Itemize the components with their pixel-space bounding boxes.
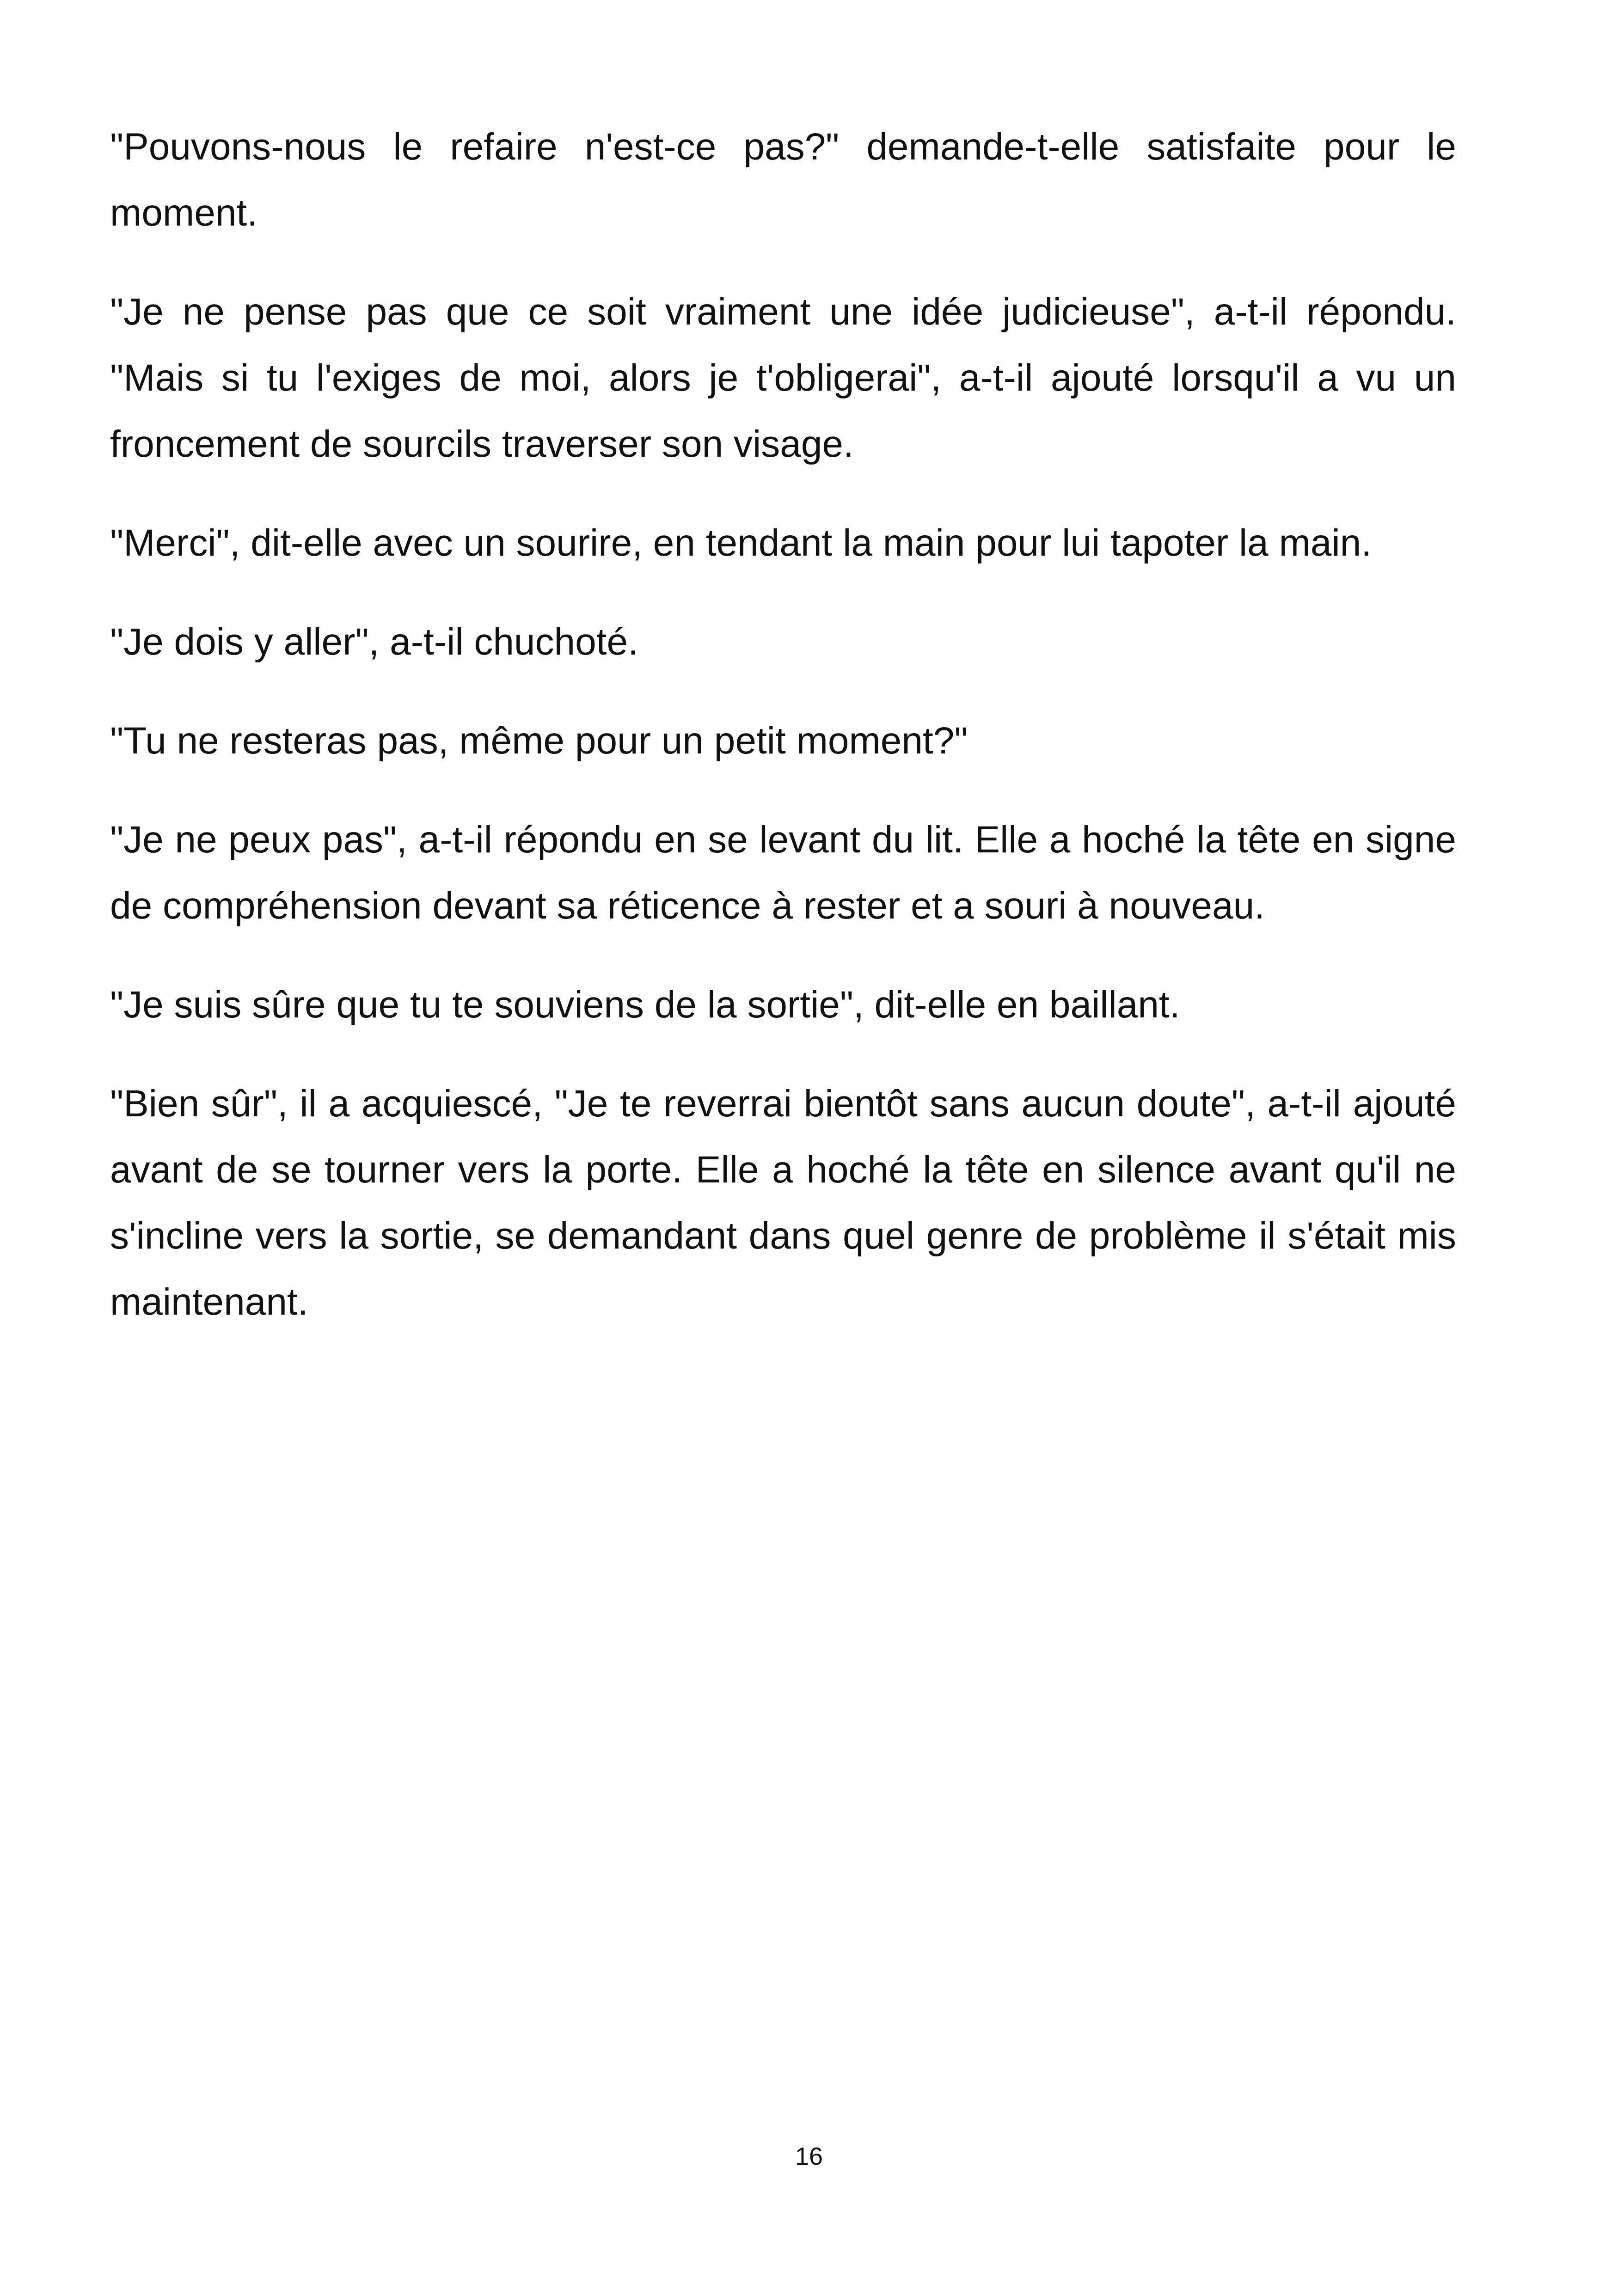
paragraph-6: "Je ne peux pas", a-t-il répondu en se levant du lit. Elle a hoché la tête en signe de compréhension devant sa réticence à rester et a souri à nouveau. — [110, 819, 1456, 927]
page-number: 16 — [795, 2143, 823, 2170]
paragraph-3: "Merci", dit-elle avec un sourire, en tendant la main pour lui tapoter la main. — [110, 522, 1372, 564]
paragraph-5: "Tu ne resteras pas, même pour un petit moment?" — [110, 720, 968, 762]
paragraph-4: "Je dois y aller", a-t-il chuchoté. — [110, 621, 638, 663]
paragraph-8: "Bien sûr", il a acquiescé, "Je te reverrai bientôt sans aucun doute", a-t-il ajouté avant de se tourner vers la porte. Elle a hoché la tête en silence avant qu'il ne s'incline vers la sortie, se demandant dans quel genre de problème il s'était mis maintenant. — [110, 1083, 1456, 1323]
paragraph-1: "Pouvons-nous le refaire n'est-ce pas?" demande-t-elle satisfaite pour le moment. — [110, 126, 1456, 234]
page-body-text — [110, 114, 1456, 1368]
paragraph-7: "Je suis sûre que tu te souviens de la sortie", dit-elle en baillant. — [110, 984, 1180, 1026]
paragraph-2: "Je ne pense pas que ce soit vraiment une idée judicieuse", a-t-il répondu. "Mais si tu l'exiges de moi, alors je t'obligerai", a-t-il ajouté lorsqu'il a vu un froncement de sourcils traverser son visage. — [110, 291, 1456, 465]
